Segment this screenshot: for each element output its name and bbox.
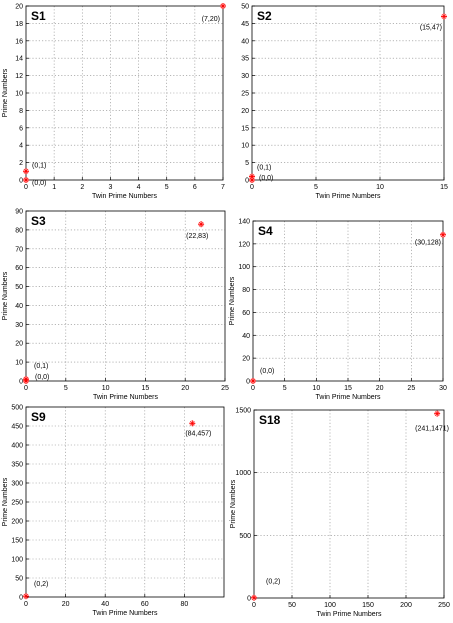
x-axis-label: Twin Prime Numbers (316, 611, 382, 618)
y-tick-label: 80 (15, 227, 23, 235)
x-tick-label: 5 (314, 184, 318, 191)
x-tick-label: 0 (24, 385, 28, 392)
y-tick-label: 18 (15, 20, 23, 28)
x-tick-label: 10 (101, 385, 110, 392)
x-tick-label: 80 (180, 601, 189, 608)
x-tick-label: 3 (108, 184, 113, 191)
y-tick-label: 60 (242, 309, 250, 317)
x-axis-label: Twin Prime Numbers (315, 193, 381, 200)
point-annotation: (0,0) (32, 180, 47, 187)
y-tick-label: 500 (239, 532, 251, 540)
y-tick-label: 5 (245, 160, 249, 168)
x-tick-label: 5 (282, 385, 287, 392)
y-tick-label: 40 (242, 332, 250, 340)
y-tick-label: 120 (238, 241, 250, 249)
x-axis-label: Twin Prime Numbers (93, 394, 158, 401)
y-tick-label: 0 (19, 594, 23, 602)
x-tick-label: 7 (221, 184, 225, 191)
y-tick-label: 0 (19, 177, 23, 185)
panel-title: S9 (31, 410, 46, 424)
y-tick-label: 400 (11, 442, 23, 450)
x-tick-label: 4 (136, 184, 141, 191)
y-tick-label: 150 (11, 537, 23, 545)
x-tick-label: 1 (52, 184, 57, 191)
x-tick-label: 30 (439, 385, 447, 392)
y-axis-label: Prime Numbers (2, 271, 9, 321)
x-tick-label: 25 (407, 385, 416, 392)
y-tick-label: 50 (241, 3, 249, 11)
x-tick-label: 5 (63, 385, 68, 392)
point-annotation: (30,128) (414, 239, 441, 247)
x-axis-label: Twin Prime Numbers (92, 610, 158, 617)
y-tick-label: 30 (15, 321, 23, 329)
y-tick-label: 20 (242, 355, 250, 363)
y-tick-label: 25 (241, 90, 249, 98)
x-tick-label: 6 (192, 184, 197, 191)
x-tick-label: 20 (375, 385, 384, 392)
y-tick-label: 300 (11, 480, 23, 488)
point-annotation: (0,1) (257, 164, 272, 172)
x-axis-label: Twin Prime Numbers (315, 394, 381, 401)
x-tick-label: 100 (324, 602, 336, 609)
point-annotation: (0,0) (259, 175, 274, 182)
y-tick-label: 4 (19, 142, 23, 150)
x-tick-label: 15 (440, 184, 448, 191)
y-tick-label: 0 (246, 378, 250, 386)
y-tick-label: 350 (11, 461, 23, 469)
point-annotation: (0,2) (266, 578, 281, 586)
y-tick-label: 14 (15, 55, 23, 63)
x-tick-label: 25 (221, 385, 229, 392)
panel-title: S18 (259, 413, 281, 427)
point-annotation: (15,47) (419, 24, 442, 32)
y-tick-label: 500 (11, 404, 23, 412)
x-tick-label: 40 (101, 601, 110, 608)
y-tick-label: 70 (15, 246, 23, 254)
y-tick-label: 8 (19, 107, 23, 115)
y-tick-label: 0 (245, 177, 249, 185)
x-tick-label: 200 (400, 602, 412, 609)
point-annotation: (241,1471) (415, 425, 450, 433)
x-tick-label: 15 (141, 385, 150, 392)
x-tick-label: 10 (312, 385, 321, 392)
x-tick-label: 150 (362, 602, 374, 609)
y-tick-label: 450 (11, 423, 23, 431)
y-tick-label: 100 (238, 264, 250, 272)
y-tick-label: 10 (15, 359, 23, 367)
y-tick-label: 1500 (235, 407, 251, 415)
y-tick-label: 40 (241, 38, 249, 46)
y-tick-label: 50 (15, 575, 23, 583)
y-tick-label: 16 (15, 38, 23, 46)
y-tick-label: 20 (241, 107, 249, 115)
y-tick-label: 15 (241, 125, 249, 133)
x-tick-label: 0 (24, 601, 28, 608)
y-tick-label: 80 (242, 287, 250, 295)
panel-title: S2 (257, 9, 272, 23)
y-axis-label: Prime Numbers (2, 68, 9, 118)
y-tick-label: 1000 (235, 470, 251, 478)
x-tick-label: 0 (250, 184, 254, 191)
y-tick-label: 45 (241, 20, 249, 28)
x-tick-label: 2 (80, 184, 85, 191)
x-tick-label: 15 (344, 385, 352, 392)
y-tick-label: 140 (238, 218, 250, 226)
y-tick-label: 6 (19, 125, 23, 133)
point-annotation: (0,2) (34, 581, 49, 589)
x-tick-label: 10 (376, 184, 384, 191)
y-tick-label: 35 (241, 55, 249, 63)
point-annotation: (84,457) (185, 430, 212, 438)
y-axis-label: Prime Numbers (2, 477, 9, 527)
point-annotation: (0,1) (34, 363, 49, 371)
y-tick-label: 100 (11, 556, 23, 564)
y-tick-label: 20 (15, 3, 23, 11)
x-tick-label: 20 (61, 601, 70, 608)
y-tick-label: 90 (15, 208, 23, 216)
y-tick-label: 2 (19, 160, 23, 168)
panel-title: S3 (31, 214, 46, 228)
point-annotation: (7,20) (201, 16, 220, 23)
x-tick-label: 0 (252, 602, 256, 609)
x-tick-label: 5 (164, 184, 169, 191)
panel-title: S1 (31, 9, 46, 23)
x-tick-label: 0 (24, 184, 28, 191)
y-tick-label: 200 (11, 518, 23, 526)
y-tick-label: 10 (241, 142, 249, 150)
y-tick-label: 30 (241, 73, 249, 81)
panel-title: S4 (258, 224, 273, 238)
x-tick-label: 50 (288, 602, 296, 609)
y-tick-label: 40 (15, 302, 23, 310)
point-annotation: (0,0) (260, 368, 275, 375)
x-tick-label: 60 (140, 601, 149, 608)
y-axis-label: Prime Numbers (229, 276, 236, 326)
y-tick-label: 250 (11, 499, 23, 507)
y-tick-label: 20 (15, 340, 23, 348)
y-tick-label: 0 (19, 378, 23, 386)
x-tick-label: 250 (438, 602, 450, 609)
y-tick-label: 10 (15, 90, 23, 98)
x-tick-label: 20 (181, 385, 190, 392)
y-tick-label: 60 (15, 265, 23, 273)
point-annotation: (0,0) (35, 374, 50, 381)
point-annotation: (0,1) (32, 162, 47, 170)
y-tick-label: 12 (15, 73, 23, 81)
x-tick-label: 0 (251, 385, 255, 392)
y-tick-label: 50 (15, 284, 23, 292)
point-annotation: (22,83) (186, 233, 209, 241)
y-axis-label: Prime Numbers (230, 479, 237, 529)
x-axis-label: Twin Prime Numbers (92, 193, 157, 200)
y-tick-label: 0 (247, 595, 251, 603)
